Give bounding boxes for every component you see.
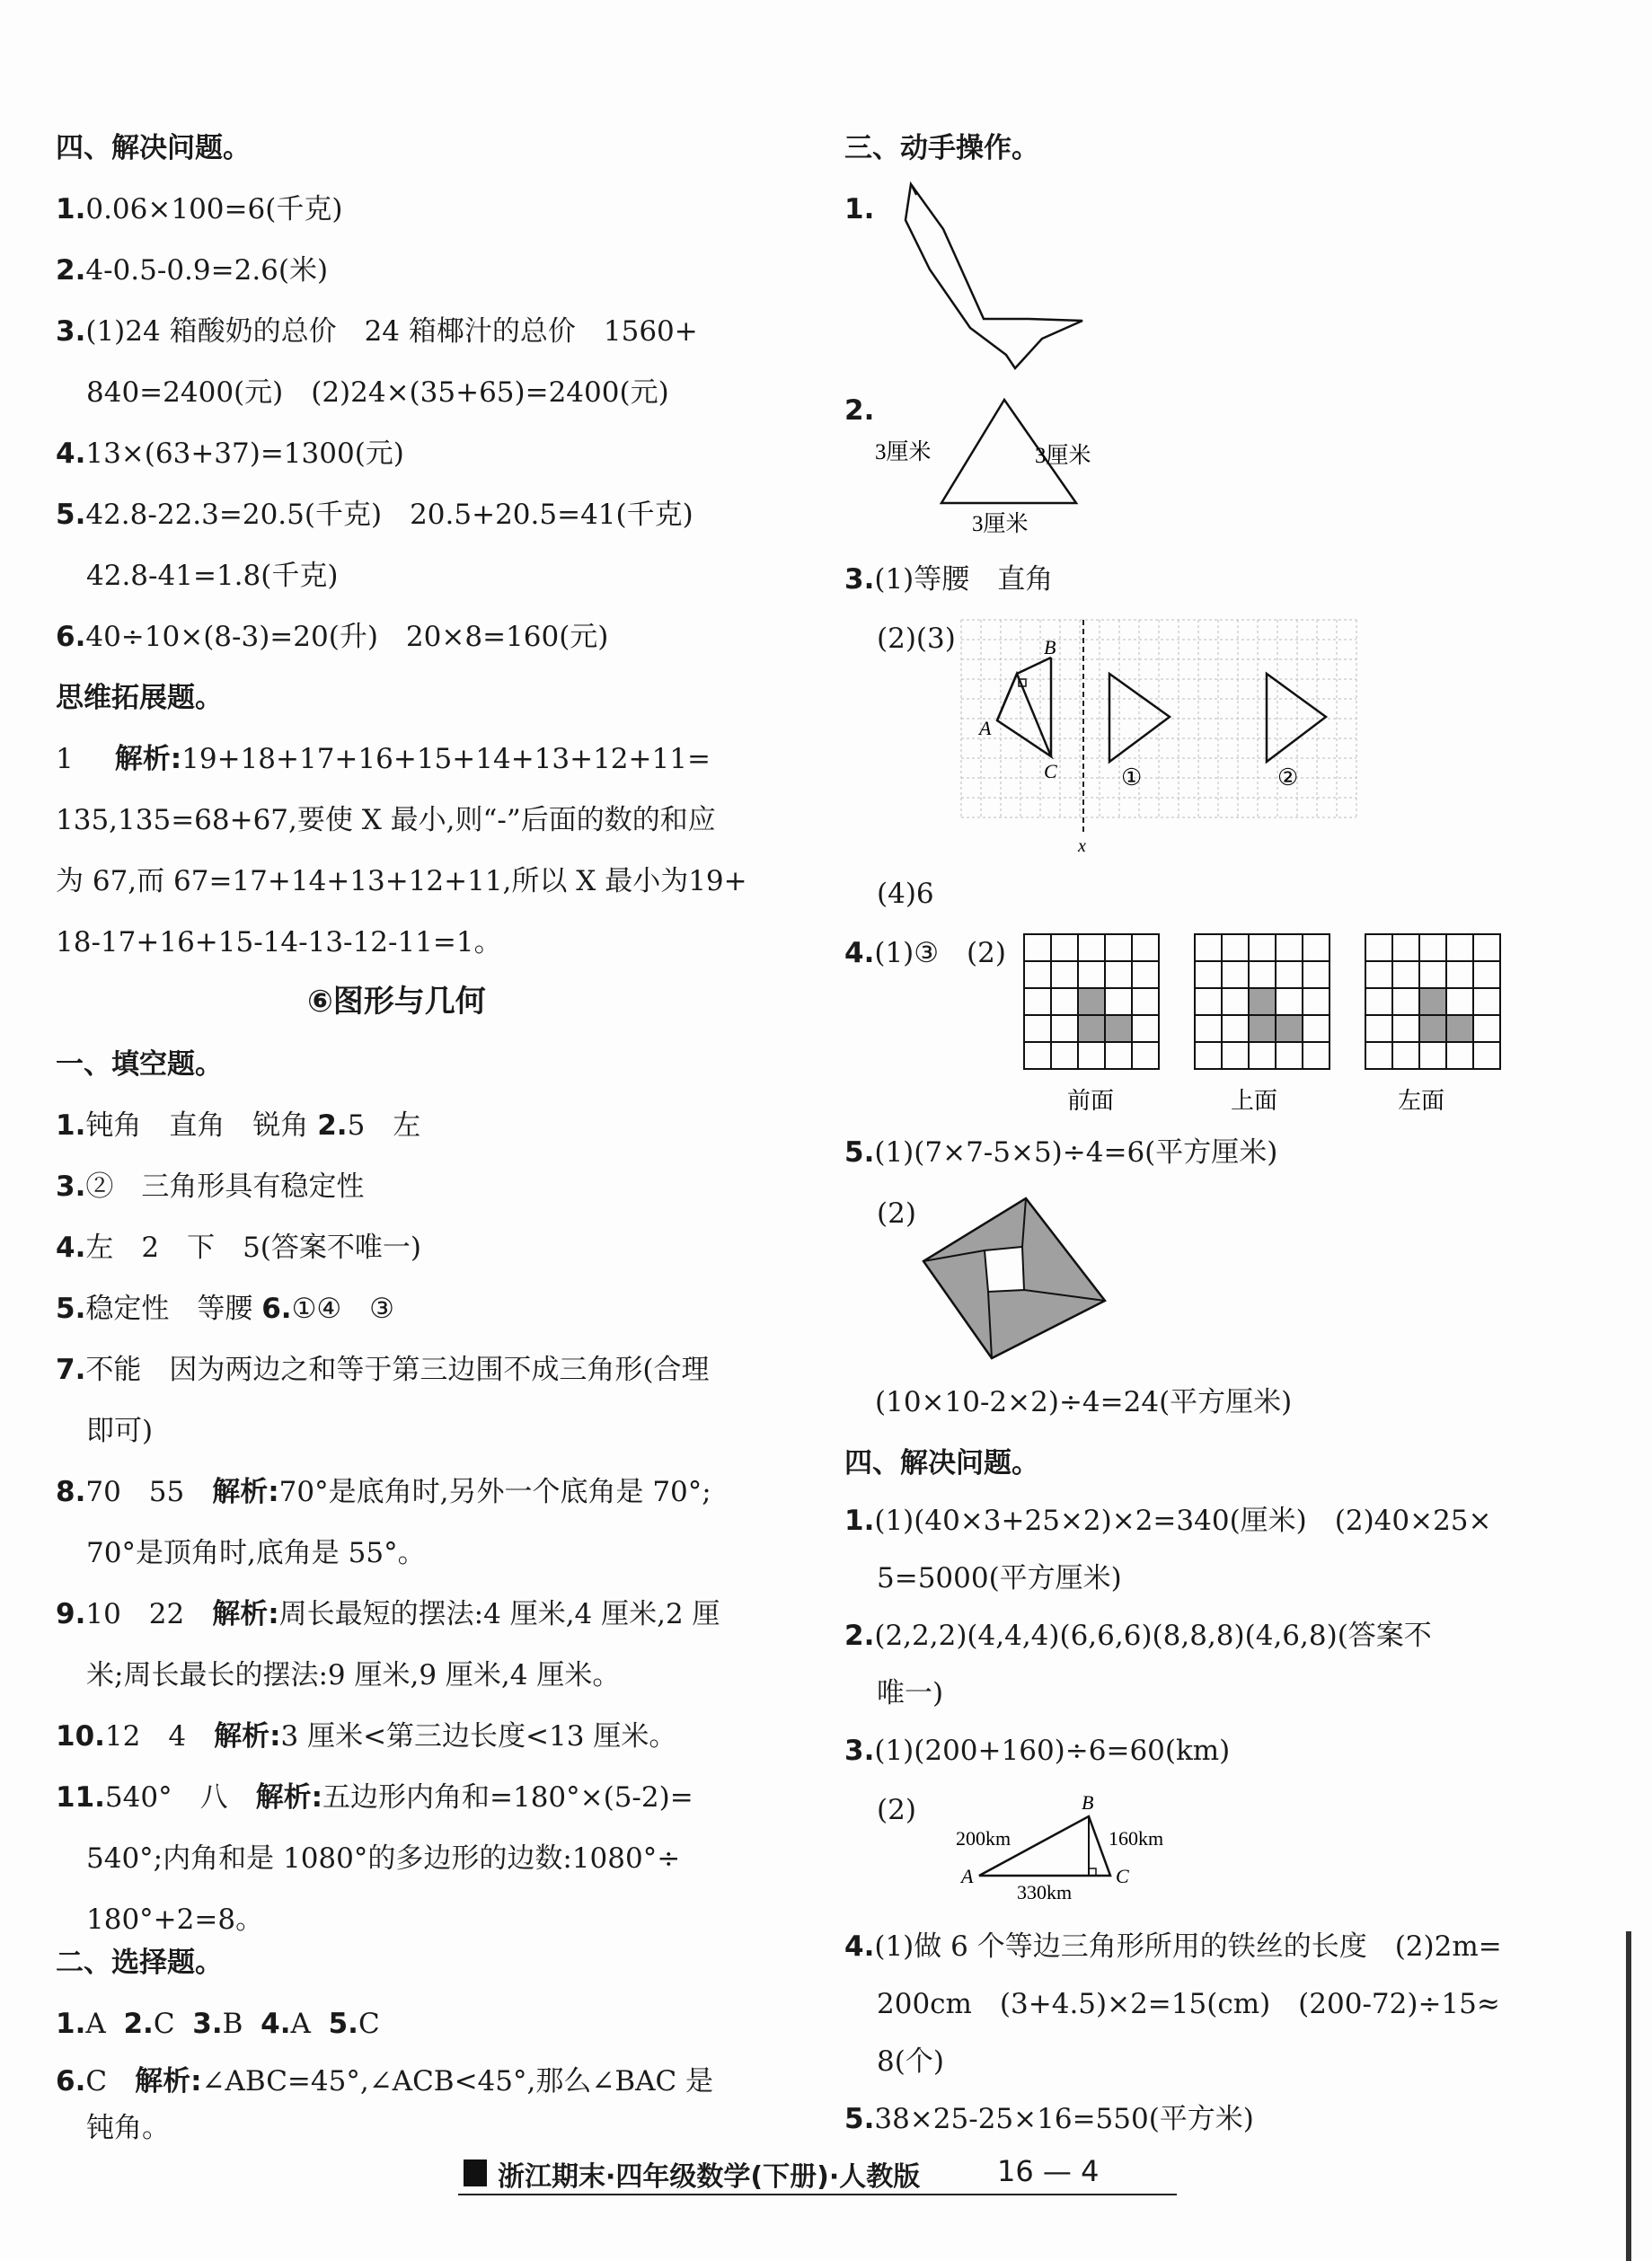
view-grid-cell	[1419, 1015, 1446, 1042]
bc-distance: 160km	[1109, 1827, 1164, 1850]
vertex-b: B	[1082, 1791, 1094, 1814]
hands-on-5-answer-2: (10×10-2×2)÷4=24(平方厘米)	[875, 1386, 1293, 1418]
grid-translation-figure	[961, 620, 1356, 862]
arrow-figure	[880, 184, 1096, 364]
view-grid-cell	[1392, 961, 1419, 988]
ab-distance: 200km	[956, 1827, 1012, 1850]
footer-title: 浙江期末·四年级数学(下册)·人教版	[498, 2161, 921, 2193]
view-grid-cell	[1078, 934, 1105, 961]
view-grid-cell	[1132, 988, 1159, 1015]
hands-on-2-label: 2.	[844, 394, 875, 427]
page-edge-shadow	[1626, 1931, 1631, 2261]
equilateral-triangle	[871, 391, 1105, 543]
answer-4-5-cont: 42.8-41=1.8(千克)	[86, 560, 339, 592]
view-grid-cell	[1222, 961, 1249, 988]
view-grid-cell	[1365, 1015, 1392, 1042]
answer-4-3: 3.(1)24 箱酸奶的总价 24 箱椰汁的总价 1560+	[56, 315, 698, 348]
solve-1-cont: 5=5000(平方厘米)	[877, 1562, 1122, 1594]
view-grid-cell	[1105, 1015, 1132, 1042]
view-grid-cell	[1419, 988, 1446, 1015]
view-grid-cell	[1303, 988, 1330, 1015]
view-grid-cell	[1105, 1042, 1132, 1069]
view-grid-cell	[1276, 988, 1303, 1015]
view-grid-cell	[1473, 1042, 1500, 1069]
vertex-c-label: C	[1044, 760, 1057, 782]
view-grid-cell	[1078, 988, 1105, 1015]
choice-6: 6.C 解析:∠ABC=45°,∠ACB<45°,那么∠BAC 是	[56, 2065, 714, 2098]
section-title-geometry: ⑥图形与几何	[307, 984, 486, 1020]
view-grid-cell	[1195, 1042, 1222, 1069]
view-grid-cell	[1303, 1015, 1330, 1042]
view-grid-cell	[1024, 1015, 1051, 1042]
view-grid-cell	[1276, 1042, 1303, 1069]
view-grid-cell	[1473, 1015, 1500, 1042]
fill-11-cont: 540°;内角和是 1080°的多边形的边数:1080°÷	[86, 1842, 681, 1875]
view-grid-cell	[1249, 961, 1276, 988]
left-view-label: 左面	[1398, 1088, 1445, 1114]
circle-1-label: ①	[1121, 764, 1143, 790]
heading-thinking: 思维拓展题。	[56, 682, 223, 714]
choice-1-5: 1.A 2.C 3.B 4.A 5.C	[56, 2008, 380, 2040]
view-grid-cell	[1051, 934, 1078, 961]
view-grid-cell	[1051, 1015, 1078, 1042]
hands-on-5: 5.(1)(7×7-5×5)÷4=6(平方厘米)	[844, 1136, 1278, 1169]
vertex-b-label: B	[1044, 636, 1056, 658]
view-grid-cell	[1365, 934, 1392, 961]
view-grid-cell	[1276, 934, 1303, 961]
hands-on-5-sub: (2)	[877, 1197, 916, 1230]
footer-block-icon	[464, 2159, 487, 2186]
view-grid-cell	[1024, 988, 1051, 1015]
fill-5-6: 5.稳定性 等腰 6.①④ ③	[56, 1293, 394, 1325]
view-grid-cell	[1195, 1015, 1222, 1042]
view-grid-cell	[1446, 961, 1473, 988]
view-grid-cell	[1392, 988, 1419, 1015]
page-footer	[458, 2154, 1177, 2199]
view-grid-cell	[1024, 961, 1051, 988]
view-grid-cell	[1132, 934, 1159, 961]
hands-on-3: 3.(1)等腰 直角	[844, 563, 1054, 596]
circle-2-label: ②	[1277, 764, 1299, 790]
answer-4-6: 6.40÷10×(8-3)=20(升) 20×8=160(元)	[56, 621, 609, 653]
top-view-label: 上面	[1231, 1088, 1278, 1114]
side-label-right: 3厘米	[1035, 444, 1091, 468]
heading-hands-on: 三、动手操作。	[844, 132, 1039, 164]
thinking-line-2: 135,135=68+67,要使 X 最小,则“-”后面的数的和应	[56, 804, 716, 836]
fill-9: 9.10 22 解析:周长最短的摆法:4 厘米,4 厘米,2 厘	[56, 1598, 720, 1630]
choice-6-cont: 钝角。	[86, 2112, 170, 2144]
front-view-label: 前面	[1067, 1088, 1115, 1114]
heading-fill-blank: 一、填空题。	[56, 1048, 223, 1081]
solve-1: 1.(1)(40×3+25×2)×2=340(厘米) (2)40×25×	[844, 1505, 1492, 1537]
solve-4: 4.(1)做 6 个等边三角形所用的铁丝的长度 (2)2m=	[844, 1930, 1502, 1963]
view-grid-cell	[1222, 1015, 1249, 1042]
solve-4-cont: 200cm (3+4.5)×2=15(cm) (200-72)÷15≈	[877, 1988, 1500, 2020]
view-grid-cell	[1024, 934, 1051, 961]
view-grid-cell	[1078, 1042, 1105, 1069]
vertex-a: A	[961, 1865, 974, 1887]
answer-4-2: 2.4-0.5-0.9=2.6(米)	[56, 254, 329, 287]
view-grid-cell	[1195, 934, 1222, 961]
solve-2-cont: 唯一)	[877, 1677, 944, 1709]
view-grid-cell	[1222, 934, 1249, 961]
view-grid-cell	[1303, 934, 1330, 961]
view-grid-cell	[1419, 934, 1446, 961]
heading-choice: 二、选择题。	[56, 1947, 223, 1979]
thinking-line-4: 18-17+16+15-14-13-12-11=1。	[56, 926, 502, 958]
view-grid-cell	[1105, 988, 1132, 1015]
view-grid-cell	[1473, 961, 1500, 988]
fill-4: 4.左 2 下 5(答案不唯一)	[56, 1232, 421, 1264]
solve-3: 3.(1)(200+160)÷6=60(km)	[844, 1735, 1231, 1767]
fill-11-cont-2: 180°+2=8。	[86, 1903, 264, 1936]
solve-4-cont-2: 8(个)	[877, 2045, 944, 2078]
side-label-left: 3厘米	[875, 440, 932, 464]
heading-solve-problems-right: 四、解决问题。	[844, 1447, 1039, 1479]
side-label-bottom: 3厘米	[972, 512, 1029, 536]
view-grid-cell	[1446, 934, 1473, 961]
heading-solve-problems: 四、解决问题。	[56, 132, 251, 164]
answer-4-4: 4.13×(63+37)=1300(元)	[56, 437, 404, 470]
view-grid-cell	[1365, 1042, 1392, 1069]
answer-4-3-cont: 840=2400(元) (2)24×(35+65)=2400(元)	[86, 376, 669, 409]
three-views-figure	[1024, 934, 1455, 1114]
fill-3: 3.② 三角形具有稳定性	[56, 1170, 365, 1203]
view-grid-cell	[1051, 988, 1078, 1015]
view-grid-cell	[1392, 1042, 1419, 1069]
view-grid-cell	[1276, 1015, 1303, 1042]
fill-8: 8.70 55 解析:70°是底角时,另外一个底角是 70°;	[56, 1476, 711, 1508]
view-grid-cell	[1446, 988, 1473, 1015]
hands-on-3-4: (4)6	[877, 878, 934, 910]
solve-5: 5.38×25-25×16=550(平方米)	[844, 2103, 1254, 2135]
view-grid-cell	[1222, 988, 1249, 1015]
hands-on-3-sub: (2)(3)	[877, 623, 956, 655]
view-grid-cell	[1195, 988, 1222, 1015]
view-grid-cell	[1473, 988, 1500, 1015]
view-grid-cell	[1078, 1015, 1105, 1042]
view-grid-cell	[1051, 961, 1078, 988]
triangle-abc-distance-figure	[934, 1788, 1222, 1904]
view-grid-cell	[1132, 961, 1159, 988]
view-grid-cell	[1051, 1042, 1078, 1069]
thinking-answer: 1 解析:19+18+17+16+15+14+13+12+11=	[56, 743, 711, 775]
vertex-a-label: A	[979, 717, 992, 739]
view-grid-cell	[1365, 961, 1392, 988]
view-grid-cell	[1222, 1042, 1249, 1069]
vertex-c: C	[1116, 1865, 1129, 1887]
view-grid-cell	[1132, 1042, 1159, 1069]
page-number: 16 — 4	[997, 2154, 1100, 2188]
view-grid-cell	[1249, 934, 1276, 961]
view-grid-cell	[1249, 988, 1276, 1015]
view-grid-cell	[1249, 1015, 1276, 1042]
hands-on-1-label: 1.	[844, 193, 875, 225]
view-grid-cell	[1473, 934, 1500, 961]
view-grid-cell	[1195, 961, 1222, 988]
fill-10: 10.12 4 解析:3 厘米<第三边长度<13 厘米。	[56, 1720, 677, 1753]
ac-distance: 330km	[1017, 1881, 1073, 1903]
answer-4-1: 1.0.06×100=6(千克)	[56, 193, 343, 225]
view-grid-cell	[1105, 934, 1132, 961]
view-grid-cell	[1276, 961, 1303, 988]
view-grid-cell	[1303, 1042, 1330, 1069]
footer-rule	[458, 2194, 1177, 2195]
fill-1-2: 1.钝角 直角 锐角 2.5 左	[56, 1109, 421, 1142]
view-grid-cell	[1303, 961, 1330, 988]
pinwheel-square-figure	[916, 1195, 1105, 1365]
view-grid-cell	[1249, 1042, 1276, 1069]
view-grid-cell	[1419, 1042, 1446, 1069]
fill-8-cont: 70°是顶角时,底角是 55°。	[86, 1537, 426, 1569]
view-grid-cell	[1365, 988, 1392, 1015]
fill-11: 11.540° 八 解析:五边形内角和=180°×(5-2)=	[56, 1781, 693, 1814]
view-grid-cell	[1132, 1015, 1159, 1042]
answer-4-5: 5.42.8-22.3=20.5(千克) 20.5+20.5=41(千克)	[56, 499, 693, 531]
solve-3-sub: (2)	[877, 1794, 916, 1826]
thinking-line-3: 为 67,而 67=17+14+13+12+11,所以 X 最小为19+	[56, 865, 747, 897]
view-grid-cell	[1105, 961, 1132, 988]
axis-x-label: x	[1078, 836, 1086, 856]
view-grid-cell	[1419, 961, 1446, 988]
view-grid-cell	[1078, 961, 1105, 988]
fill-7-cont: 即可)	[86, 1415, 154, 1447]
view-grid-cell	[1446, 1042, 1473, 1069]
fill-7: 7.不能 因为两边之和等于第三边围不成三角形(合理	[56, 1354, 710, 1386]
view-grid-cell	[1446, 1015, 1473, 1042]
hands-on-4: 4.(1)③ (2)	[844, 937, 1006, 969]
solve-2: 2.(2,2,2)(4,4,4)(6,6,6)(8,8,8)(4,6,8)(答案不	[844, 1620, 1432, 1652]
view-grid-cell	[1024, 1042, 1051, 1069]
fill-9-cont: 米;周长最长的摆法:9 厘米,9 厘米,4 厘米。	[86, 1659, 621, 1691]
view-grid-cell	[1392, 1015, 1419, 1042]
view-grid-cell	[1392, 934, 1419, 961]
